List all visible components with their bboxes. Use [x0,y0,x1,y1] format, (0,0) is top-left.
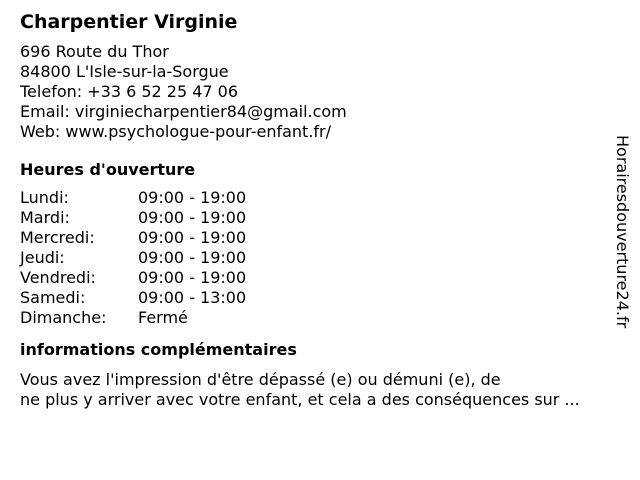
day-label: Lundi: [20,188,69,207]
web-line[interactable]: Web: www.psychologue-pour-enfant.fr/ [20,122,332,141]
hours-row-saturday [20,288,620,308]
day-label: Jeudi: [20,248,65,267]
time-value: 09:00 - 19:00 [138,268,247,287]
day-label: Mercredi: [20,228,95,247]
time-value: 09:00 - 19:00 [138,208,247,227]
hours-row-wednesday [20,228,620,248]
hours-row-tuesday [20,208,620,228]
additional-info-line-1: Vous avez l'impression d'être dépassé (e) ou démuni (e), de [20,370,501,389]
day-label: Dimanche: [20,308,107,327]
address-city: 84800 L'Isle-sur-la-Sorgue [20,62,229,81]
additional-info-title: informations complémentaires [20,340,297,359]
additional-info-line-2: ne plus y arriver avec votre enfant, et cela a des conséquences sur ... [20,390,580,409]
time-value: 09:00 - 19:00 [138,248,247,267]
contact-block [20,42,620,142]
hours-row-monday [20,188,620,208]
hours-row-friday [20,268,620,288]
phone-line[interactable]: Telefon: +33 6 52 25 47 06 [20,82,239,101]
hours-row-thursday [20,248,620,268]
day-label: Vendredi: [20,268,96,287]
time-value: 09:00 - 13:00 [138,288,247,307]
address-street: 696 Route du Thor [20,42,169,61]
time-value: 09:00 - 19:00 [138,188,247,207]
hours-row-sunday [20,308,620,328]
day-label: Mardi: [20,208,70,227]
site-brand-vertical[interactable]: Horairesdouverture24.fr [613,135,632,329]
business-name: Charpentier Virginie [20,11,238,33]
day-label: Samedi: [20,288,86,307]
time-value: Fermé [138,308,188,327]
business-card [20,10,620,410]
time-value: 09:00 - 19:00 [138,228,247,247]
email-line[interactable]: Email: virginiecharpentier84@gmail.com [20,102,347,121]
opening-hours-table [20,188,620,328]
opening-hours-title: Heures d'ouverture [20,160,196,179]
